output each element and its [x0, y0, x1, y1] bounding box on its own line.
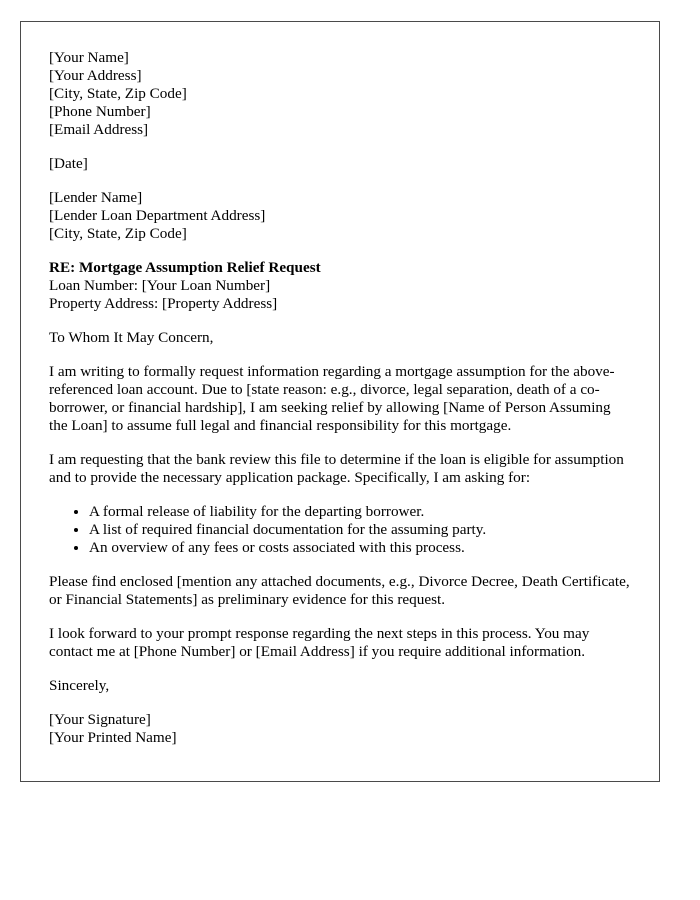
loan-number-line: Loan Number: [Your Loan Number]	[49, 277, 271, 294]
sender-phone: [Phone Number]	[49, 103, 151, 120]
signature-line: [Your Signature]	[49, 711, 151, 728]
reference-block	[49, 259, 631, 313]
salutation: To Whom It May Concern,	[49, 329, 214, 346]
recipient-city-state-zip: [City, State, Zip Code]	[49, 225, 187, 242]
recipient-name: [Lender Name]	[49, 189, 143, 206]
recipient-address: [Lender Loan Department Address]	[49, 207, 266, 224]
printed-name-line: [Your Printed Name]	[49, 729, 177, 746]
sender-city-state-zip: [City, State, Zip Code]	[49, 85, 187, 102]
list-item: • A formal release of liability for the departing borrower.	[89, 503, 631, 521]
date-block	[49, 155, 631, 173]
list-item: • An overview of any fees or costs associated with this process.	[89, 539, 631, 557]
closing: Sincerely,	[49, 677, 110, 694]
property-address-line: Property Address: [Property Address]	[49, 295, 278, 312]
body-paragraph-3: Please find enclosed [mention any attached documents, e.g., Divorce Decree, Death Certificate, or Financial Statements] as preliminary evidence for this request.	[49, 573, 630, 608]
recipient-block	[49, 189, 631, 243]
sender-email: [Email Address]	[49, 121, 149, 138]
letter-date: [Date]	[49, 155, 88, 172]
signature-block	[49, 711, 631, 747]
subject-line: RE: Mortgage Assumption Relief Request	[49, 259, 321, 276]
sender-address: [Your Address]	[49, 67, 142, 84]
request-list	[49, 503, 631, 557]
letter-document	[20, 21, 660, 782]
body-paragraph-2: I am requesting that the bank review this file to determine if the loan is eligible for assumption and to provide the necessary application package. Specifically, I am asking for:	[49, 451, 624, 486]
sender-name: [Your Name]	[49, 49, 129, 66]
list-item: • A list of required financial documentation for the assuming party.	[89, 521, 631, 539]
sender-block	[49, 49, 631, 139]
body-paragraph-1: I am writing to formally request information regarding a mortgage assumption for the above-referenced loan account. Due to [state reason: e.g., divorce, legal separation, death of a co-borrower, or financial hardship], I am seeking relief by allowing [Name of Person Assuming the Loan] to assume full legal and financial responsibility for this mortgage.	[49, 363, 615, 434]
body-paragraph-4: I look forward to your prompt response regarding the next steps in this process. You may contact me at [Phone Number] or [Email Address] if you require additional information.	[49, 625, 590, 660]
